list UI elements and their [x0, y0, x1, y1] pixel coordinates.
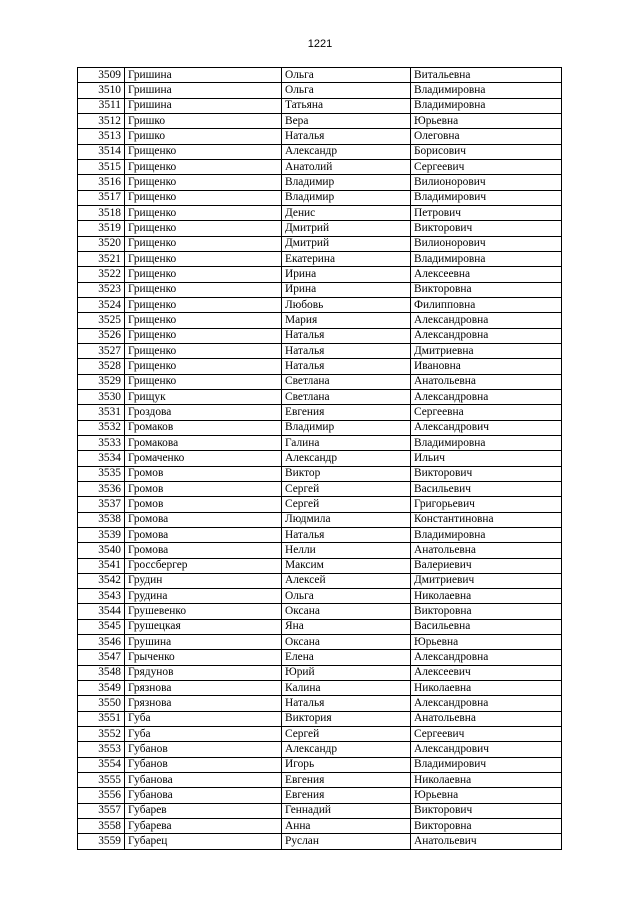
surname-cell: Громаченко [125, 451, 282, 466]
patronymic-cell: Вилионорович [411, 236, 562, 251]
table-row [78, 788, 562, 803]
record-number: 3535 [78, 466, 125, 481]
table-row [78, 236, 562, 251]
table-row [78, 573, 562, 588]
table-row [78, 68, 562, 83]
patronymic-cell: Филипповна [411, 297, 562, 312]
first-name-cell: Ольга [282, 68, 411, 83]
record-number: 3509 [78, 68, 125, 83]
first-name-cell: Ольга [282, 83, 411, 98]
patronymic-cell: Юрьевна [411, 635, 562, 650]
surname-cell: Грищенко [125, 190, 282, 205]
patronymic-cell: Николаевна [411, 589, 562, 604]
first-name-cell: Оксана [282, 604, 411, 619]
first-name-cell: Ирина [282, 282, 411, 297]
surname-cell: Губанова [125, 773, 282, 788]
first-name-cell: Яна [282, 619, 411, 634]
patronymic-cell: Васильевна [411, 619, 562, 634]
record-number: 3531 [78, 405, 125, 420]
table-row [78, 98, 562, 113]
record-number: 3548 [78, 665, 125, 680]
surname-cell: Гришина [125, 83, 282, 98]
table-row [78, 451, 562, 466]
record-number: 3553 [78, 742, 125, 757]
first-name-cell: Виктория [282, 711, 411, 726]
patronymic-cell: Васильевич [411, 481, 562, 496]
first-name-cell: Игорь [282, 757, 411, 772]
first-name-cell: Сергей [282, 727, 411, 742]
table-row [78, 282, 562, 297]
patronymic-cell: Викторовна [411, 282, 562, 297]
patronymic-cell: Григорьевич [411, 497, 562, 512]
patronymic-cell: Юрьевна [411, 788, 562, 803]
surname-cell: Громова [125, 543, 282, 558]
record-number: 3518 [78, 205, 125, 220]
record-number: 3523 [78, 282, 125, 297]
record-number: 3540 [78, 543, 125, 558]
first-name-cell: Мария [282, 313, 411, 328]
first-name-cell: Евгения [282, 788, 411, 803]
surname-cell: Грудина [125, 589, 282, 604]
surname-cell: Грязнова [125, 681, 282, 696]
surname-cell: Губарец [125, 834, 282, 849]
record-number: 3536 [78, 481, 125, 496]
surname-cell: Грыченко [125, 650, 282, 665]
patronymic-cell: Александрович [411, 742, 562, 757]
surname-cell: Громакова [125, 435, 282, 450]
first-name-cell: Юрий [282, 665, 411, 680]
first-name-cell: Наталья [282, 527, 411, 542]
first-name-cell: Сергей [282, 481, 411, 496]
first-name-cell: Анатолий [282, 159, 411, 174]
first-name-cell: Наталья [282, 343, 411, 358]
patronymic-cell: Дмитриевна [411, 343, 562, 358]
first-name-cell: Евгения [282, 773, 411, 788]
table-row [78, 819, 562, 834]
patronymic-cell: Александрович [411, 420, 562, 435]
first-name-cell: Дмитрий [282, 221, 411, 236]
first-name-cell: Ольга [282, 589, 411, 604]
surname-cell: Грищенко [125, 267, 282, 282]
first-name-cell: Вера [282, 113, 411, 128]
record-number: 3516 [78, 175, 125, 190]
table-row [78, 481, 562, 496]
table-row [78, 405, 562, 420]
patronymic-cell: Викторовна [411, 819, 562, 834]
table-row [78, 619, 562, 634]
first-name-cell: Дмитрий [282, 236, 411, 251]
patronymic-cell: Анатольевна [411, 543, 562, 558]
table-row [78, 175, 562, 190]
first-name-cell: Светлана [282, 389, 411, 404]
surname-cell: Громов [125, 481, 282, 496]
table-row [78, 83, 562, 98]
record-number: 3519 [78, 221, 125, 236]
first-name-cell: Нелли [282, 543, 411, 558]
surname-cell: Гришина [125, 68, 282, 83]
patronymic-cell: Сергеевна [411, 405, 562, 420]
surname-cell: Громов [125, 497, 282, 512]
patronymic-cell: Сергеевич [411, 727, 562, 742]
first-name-cell: Калина [282, 681, 411, 696]
record-number: 3547 [78, 650, 125, 665]
first-name-cell: Наталья [282, 328, 411, 343]
table-row [78, 681, 562, 696]
patronymic-cell: Владимировна [411, 98, 562, 113]
record-number: 3555 [78, 773, 125, 788]
table-row [78, 589, 562, 604]
surname-cell: Грудин [125, 573, 282, 588]
surname-cell: Гроссбергер [125, 558, 282, 573]
table-row [78, 558, 562, 573]
table-row [78, 711, 562, 726]
surname-cell: Грищук [125, 389, 282, 404]
surname-cell: Грищенко [125, 159, 282, 174]
patronymic-cell: Петрович [411, 205, 562, 220]
record-number: 3554 [78, 757, 125, 772]
patronymic-cell: Анатольевич [411, 834, 562, 849]
record-number: 3521 [78, 251, 125, 266]
surname-cell: Грищенко [125, 313, 282, 328]
record-number: 3514 [78, 144, 125, 159]
table-row [78, 435, 562, 450]
table-row [78, 328, 562, 343]
first-name-cell: Светлана [282, 374, 411, 389]
surname-cell: Губа [125, 711, 282, 726]
patronymic-cell: Александровна [411, 389, 562, 404]
table-row [78, 527, 562, 542]
first-name-cell: Наталья [282, 696, 411, 711]
record-number: 3546 [78, 635, 125, 650]
table-row [78, 512, 562, 527]
table-row [78, 757, 562, 772]
first-name-cell: Оксана [282, 635, 411, 650]
surname-cell: Громова [125, 512, 282, 527]
surname-cell: Губанов [125, 757, 282, 772]
patronymic-cell: Валериевич [411, 558, 562, 573]
table-row [78, 389, 562, 404]
surname-cell: Грищенко [125, 343, 282, 358]
table-row [78, 113, 562, 128]
surname-cell: Грищенко [125, 297, 282, 312]
record-number: 3541 [78, 558, 125, 573]
patronymic-cell: Александровна [411, 696, 562, 711]
patronymic-cell: Борисович [411, 144, 562, 159]
patronymic-cell: Александровна [411, 328, 562, 343]
surname-cell: Громова [125, 527, 282, 542]
first-name-cell: Анна [282, 819, 411, 834]
record-number: 3528 [78, 359, 125, 374]
first-name-cell: Денис [282, 205, 411, 220]
patronymic-cell: Дмитриевич [411, 573, 562, 588]
patronymic-cell: Владимировна [411, 527, 562, 542]
record-number: 3557 [78, 803, 125, 818]
record-number: 3530 [78, 389, 125, 404]
surname-cell: Грищенко [125, 221, 282, 236]
record-number: 3532 [78, 420, 125, 435]
first-name-cell: Татьяна [282, 98, 411, 113]
record-number: 3542 [78, 573, 125, 588]
table-row [78, 696, 562, 711]
table-row [78, 374, 562, 389]
first-name-cell: Евгения [282, 405, 411, 420]
table-row [78, 190, 562, 205]
table-row [78, 359, 562, 374]
surname-cell: Грядунов [125, 665, 282, 680]
first-name-cell: Наталья [282, 129, 411, 144]
patronymic-cell: Алексеевич [411, 665, 562, 680]
record-number: 3543 [78, 589, 125, 604]
record-number: 3529 [78, 374, 125, 389]
patronymic-cell: Николаевна [411, 681, 562, 696]
table-row [78, 144, 562, 159]
first-name-cell: Александр [282, 742, 411, 757]
surname-cell: Громаков [125, 420, 282, 435]
surname-cell: Грушецкая [125, 619, 282, 634]
first-name-cell: Александр [282, 451, 411, 466]
surname-cell: Грищенко [125, 374, 282, 389]
table-row [78, 635, 562, 650]
table-row [78, 650, 562, 665]
table-row [78, 343, 562, 358]
surname-cell: Грищенко [125, 251, 282, 266]
record-number: 3533 [78, 435, 125, 450]
patronymic-cell: Александровна [411, 650, 562, 665]
record-number: 3545 [78, 619, 125, 634]
patronymic-cell: Ильич [411, 451, 562, 466]
surname-cell: Гришко [125, 113, 282, 128]
patronymic-cell: Юрьевна [411, 113, 562, 128]
surname-cell: Гришко [125, 129, 282, 144]
record-number: 3556 [78, 788, 125, 803]
page-number: 1221 [307, 38, 333, 50]
first-name-cell: Елена [282, 650, 411, 665]
table-row [78, 420, 562, 435]
patronymic-cell: Константиновна [411, 512, 562, 527]
patronymic-cell: Викторович [411, 221, 562, 236]
surname-cell: Грищенко [125, 328, 282, 343]
first-name-cell: Владимир [282, 175, 411, 190]
record-number: 3520 [78, 236, 125, 251]
record-number: 3515 [78, 159, 125, 174]
patronymic-cell: Вилионорович [411, 175, 562, 190]
first-name-cell: Максим [282, 558, 411, 573]
record-number: 3511 [78, 98, 125, 113]
surname-cell: Грищенко [125, 359, 282, 374]
table-row [78, 205, 562, 220]
table-row [78, 497, 562, 512]
record-number: 3513 [78, 129, 125, 144]
record-number: 3537 [78, 497, 125, 512]
record-number: 3558 [78, 819, 125, 834]
patronymic-cell: Владимировна [411, 435, 562, 450]
surname-cell: Губанова [125, 788, 282, 803]
table-row [78, 267, 562, 282]
first-name-cell: Владимир [282, 190, 411, 205]
surname-cell: Грищенко [125, 175, 282, 190]
patronymic-cell: Олеговна [411, 129, 562, 144]
table-row [78, 313, 562, 328]
record-number: 3526 [78, 328, 125, 343]
first-name-cell: Руслан [282, 834, 411, 849]
first-name-cell: Наталья [282, 359, 411, 374]
record-number: 3559 [78, 834, 125, 849]
first-name-cell: Геннадий [282, 803, 411, 818]
table-row [78, 159, 562, 174]
record-number: 3524 [78, 297, 125, 312]
surname-cell: Губанов [125, 742, 282, 757]
surname-cell: Гроздова [125, 405, 282, 420]
first-name-cell: Ирина [282, 267, 411, 282]
patronymic-cell: Анатольевна [411, 711, 562, 726]
table-row [78, 727, 562, 742]
surname-cell: Грушина [125, 635, 282, 650]
record-number: 3534 [78, 451, 125, 466]
table-row [78, 251, 562, 266]
surname-cell: Гришина [125, 98, 282, 113]
patronymic-cell: Викторович [411, 466, 562, 481]
surname-cell: Громов [125, 466, 282, 481]
table-row [78, 297, 562, 312]
table-row [78, 221, 562, 236]
surname-cell: Губа [125, 727, 282, 742]
first-name-cell: Александр [282, 144, 411, 159]
patronymic-cell: Алексеевна [411, 267, 562, 282]
patronymic-cell: Викторовна [411, 604, 562, 619]
patronymic-cell: Владимирович [411, 190, 562, 205]
record-number: 3552 [78, 727, 125, 742]
record-number: 3551 [78, 711, 125, 726]
surname-cell: Грищенко [125, 236, 282, 251]
patronymic-cell: Витальевна [411, 68, 562, 83]
record-number: 3525 [78, 313, 125, 328]
patronymic-cell: Владимировна [411, 83, 562, 98]
record-number: 3527 [78, 343, 125, 358]
table-row [78, 773, 562, 788]
first-name-cell: Екатерина [282, 251, 411, 266]
table-row [78, 803, 562, 818]
table-row [78, 604, 562, 619]
table-row [78, 665, 562, 680]
table-row [78, 543, 562, 558]
patronymic-cell: Анатольевна [411, 374, 562, 389]
first-name-cell: Людмила [282, 512, 411, 527]
patronymic-cell: Сергеевич [411, 159, 562, 174]
record-number: 3512 [78, 113, 125, 128]
first-name-cell: Алексей [282, 573, 411, 588]
record-number: 3549 [78, 681, 125, 696]
surname-cell: Грищенко [125, 144, 282, 159]
first-name-cell: Владимир [282, 420, 411, 435]
patronymic-cell: Николаевна [411, 773, 562, 788]
patronymic-cell: Владимировна [411, 251, 562, 266]
surname-cell: Грязнова [125, 696, 282, 711]
record-number: 3544 [78, 604, 125, 619]
surname-cell: Губарева [125, 819, 282, 834]
table-row [78, 742, 562, 757]
registry-table [77, 67, 562, 850]
record-number: 3517 [78, 190, 125, 205]
patronymic-cell: Викторович [411, 803, 562, 818]
record-number: 3522 [78, 267, 125, 282]
table-row [78, 466, 562, 481]
first-name-cell: Виктор [282, 466, 411, 481]
first-name-cell: Галина [282, 435, 411, 450]
first-name-cell: Сергей [282, 497, 411, 512]
record-number: 3510 [78, 83, 125, 98]
registry-table-body [78, 68, 562, 850]
surname-cell: Грушевенко [125, 604, 282, 619]
patronymic-cell: Александровна [411, 313, 562, 328]
surname-cell: Грищенко [125, 282, 282, 297]
surname-cell: Грищенко [125, 205, 282, 220]
first-name-cell: Любовь [282, 297, 411, 312]
record-number: 3538 [78, 512, 125, 527]
record-number: 3539 [78, 527, 125, 542]
record-number: 3550 [78, 696, 125, 711]
patronymic-cell: Ивановна [411, 359, 562, 374]
table-row [78, 834, 562, 849]
table-row [78, 129, 562, 144]
surname-cell: Губарев [125, 803, 282, 818]
patronymic-cell: Владимирович [411, 757, 562, 772]
